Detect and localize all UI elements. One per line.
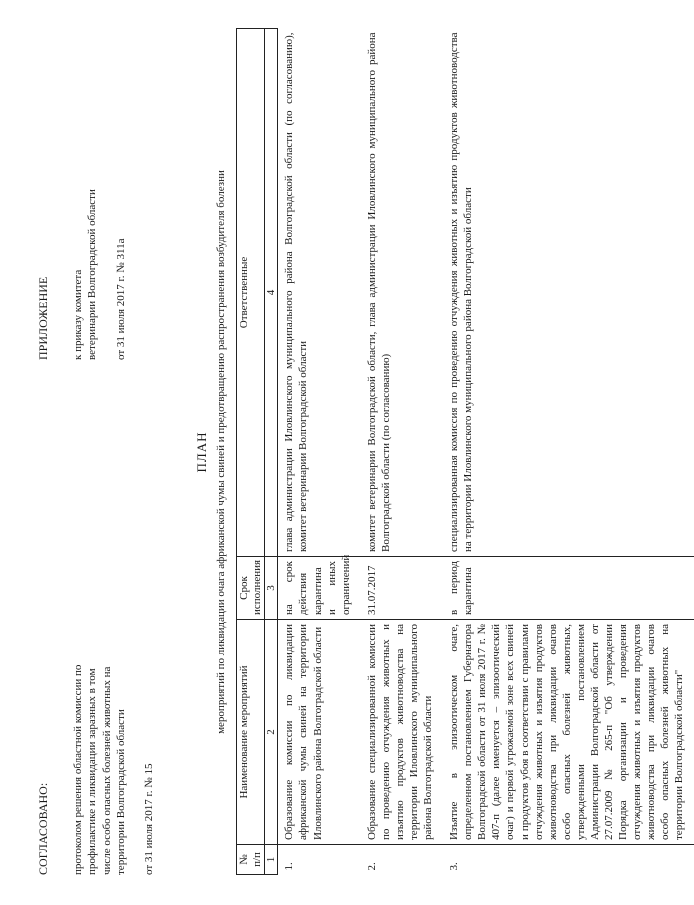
table-row bbox=[361, 29, 443, 875]
row-term: в период карантина bbox=[443, 557, 694, 620]
row-activity: Изъятие в эпизоотическом очаге, определенном постановлением Губернатора Волгоградской области от 31 июля 2017 г. № 407-п (далее именуется – эпизоотический очаг) и первой угрожаемой зоне всех свиней и продуктов убоя в соответствии с правилами отчуждения животных и изъятия продуктов животноводства при ликвидации очагов особо опасных болезней животных, утвержденными постановлением Администрации Волгоградской области от 27.07.2009 № 265-п "Об утверждении Порядка организации и проведения отчуждения животных и изъятия продуктов животноводства при ликвидации очагов особо опасных болезней животных на территории Волгоградской области" bbox=[443, 620, 694, 845]
approval-line: профилактике и ликвидации заразных в том bbox=[86, 668, 99, 875]
plan-subtitle: мероприятий по ликвидации очага африканской чумы свиней и предотвращению распространения возбудителя болезни bbox=[215, 170, 227, 734]
approval-line: числе особо опасных болезней животных на bbox=[100, 666, 113, 875]
approval-line: территории Волгоградской области bbox=[114, 709, 127, 875]
column-number-row bbox=[265, 29, 278, 875]
column-number: 3 bbox=[265, 557, 278, 620]
column-number: 4 bbox=[265, 29, 278, 557]
appendix-block bbox=[36, 160, 128, 360]
row-activity: Образование специализированной комиссии по проведению отчуждения животных и изъятию продуктов животноводства на территории Иловлинского муниципального района Волгоградской области bbox=[361, 620, 443, 845]
appendix-line: к приказу комитета bbox=[72, 269, 85, 360]
row-term: на срок действия карантина и иных ограничений bbox=[278, 557, 361, 620]
header-activity: Наименование мероприятий bbox=[237, 620, 265, 845]
plan-title: ПЛАН bbox=[194, 431, 209, 473]
row-responsible: глава администрации Иловлинского муниципального района Волгоградской области (по согласованию), комитет ветеринарии Волгоградской области bbox=[278, 29, 361, 557]
row-responsible: специализированная комиссия по проведению отчуждения животных и изъятию продуктов животноводства на территории Иловлинского муниципального района Волгоградской области bbox=[443, 29, 694, 557]
appendix-date: от 31 июля 2017 г. № 311а bbox=[114, 238, 127, 360]
table-row bbox=[278, 29, 361, 875]
approval-date: от 31 июля 2017 г. № 15 bbox=[142, 763, 155, 875]
plan-table bbox=[236, 28, 694, 875]
approval-line: протоколом решения областной комиссии по bbox=[72, 664, 85, 875]
approval-block bbox=[36, 645, 156, 875]
row-term: 31.07.2017 bbox=[361, 557, 443, 620]
row-number: 3. bbox=[443, 845, 694, 875]
header-term: Срок исполнения bbox=[237, 557, 265, 620]
table-header-row bbox=[237, 29, 265, 875]
appendix-title: ПРИЛОЖЕНИЕ bbox=[36, 276, 50, 360]
column-number: 2 bbox=[265, 620, 278, 845]
row-activity: Образование комиссии по ликвидации африканской чумы свиней на территории Иловлинского района Волгоградской области bbox=[278, 620, 361, 845]
table-row bbox=[443, 29, 694, 875]
header-number: № п/п bbox=[237, 845, 265, 875]
row-number: 1. bbox=[278, 845, 361, 875]
row-number: 2. bbox=[361, 845, 443, 875]
header-responsible: Ответственные bbox=[237, 29, 265, 557]
approval-title: СОГЛАСОВАНО: bbox=[36, 782, 50, 875]
appendix-line: ветеринарии Волгоградской области bbox=[86, 189, 99, 360]
row-responsible: комитет ветеринарии Волгоградской области, глава администрации Иловлинского муниципального района Волгоградской области (по согласованию) bbox=[361, 29, 443, 557]
column-number: 1 bbox=[265, 845, 278, 875]
